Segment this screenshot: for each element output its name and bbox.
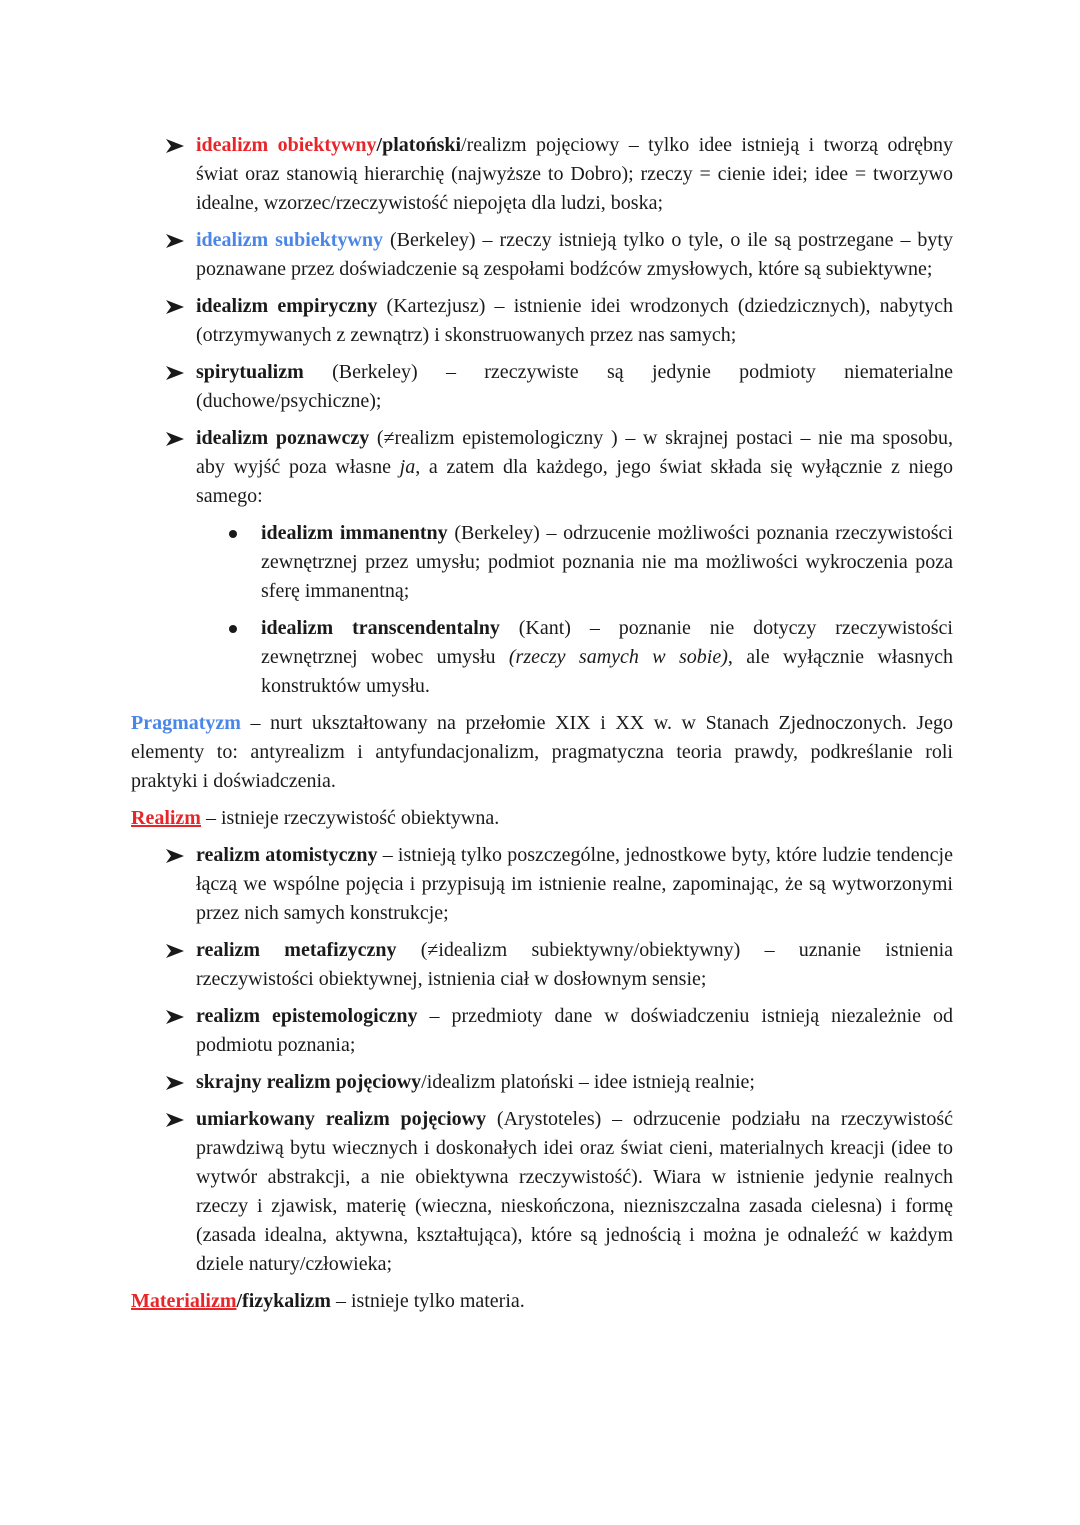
term: realizm epistemologiczny: [196, 1005, 418, 1027]
term: umiarkowany realizm pojęciowy: [196, 1108, 487, 1130]
arrow-bullet-icon: [165, 358, 185, 387]
term: realizm metafizyczny: [196, 939, 397, 961]
definition-italic: (rzeczy samych w sobie): [508, 646, 728, 668]
paragraph-realizm: [131, 804, 953, 833]
arrow-bullet-icon: [165, 292, 185, 321]
term: idealizm obiektywny: [196, 134, 377, 156]
list-item-idealizm-subiektywny: [131, 226, 953, 284]
list-item-idealizm-empiryczny: [131, 292, 953, 350]
sub-item-idealizm-transcendentalny: [131, 614, 953, 701]
term: idealizm empiryczny: [196, 295, 378, 317]
term: idealizm transcendentalny: [261, 617, 500, 639]
document-page: [131, 131, 953, 1324]
definition: (Berkeley) – odrzucenie możliwości poznania rzeczywistości zewnętrznej przez umysłu; podmiot poznania nie ma możliwości wykroczenia poza sferę immanentną;: [261, 522, 953, 602]
arrow-bullet-icon: [165, 1002, 185, 1031]
arrow-bullet-icon: [165, 226, 185, 255]
term: idealizm subiektywny: [196, 229, 383, 251]
arrow-bullet-icon: [165, 424, 185, 453]
definition-b: , a zatem dla każdego, jego świat składa się wyłącznie z niego samego:: [196, 456, 953, 507]
term-alt: /fizykalizm: [236, 1290, 331, 1312]
definition-a: (≠realizm epistemologiczny ) – w skrajnej postaci – nie ma sposobu, aby wyjść poza własne: [196, 427, 953, 478]
definition: – istnieje tylko materia.: [330, 1290, 525, 1312]
definition: – nurt ukształtowany na przełomie XIX i XX w. w Stanach Zjednoczonych. Jego elementy to: antyrealizm i antyfundacjonalizm, pragmatyczna teoria prawdy, podkreślanie roli praktyki i doświadczenia.: [131, 712, 953, 792]
list-item-realizm-epistemologiczny: [131, 1002, 953, 1060]
term: Pragmatyzm: [131, 712, 241, 734]
definition: – przedmioty dane w doświadczeniu istnieją niezależnie od podmiotu poznania;: [196, 1005, 953, 1056]
arrow-bullet-icon: [165, 841, 185, 870]
arrow-bullet-icon: [165, 131, 185, 160]
term: idealizm poznawczy: [196, 427, 370, 449]
term: Materializm: [131, 1290, 237, 1312]
definition: (Kartezjusz) – istnienie idei wrodzonych (dziedzicznych), nabytych (otrzymywanych z zewnątrz) i skonstruowanych przez nas samych;: [196, 295, 953, 346]
definition: /realizm pojęciowy – tylko idee istnieją i tworzą odrębny świat oraz stanowią hierarchię (najwyższe to Dobro); rzeczy = cienie idei; idee = tworzywo idealne, wzorzec/rzeczywistość niepojęta dla ludzi, boska;: [196, 134, 953, 214]
term: spirytualizm: [196, 361, 304, 383]
arrow-bullet-icon: [165, 1068, 185, 1097]
dot-bullet-icon: [229, 530, 237, 538]
list-item-spirytualizm: [131, 358, 953, 416]
paragraph-materializm: [131, 1287, 953, 1316]
definition-italic: ja: [399, 456, 416, 478]
arrow-bullet-icon: [165, 936, 185, 965]
definition: – istnieją tylko poszczególne, jednostkowe byty, które ludzie tendencje łączą we wspólne pojęcia i przypisują im istnienie realne, zapominając, że są wytworzonymi przez nich samych konstrukcje;: [196, 844, 953, 924]
definition: (Berkeley) – rzeczywiste są jedynie podmioty niematerialne (duchowe/psychiczne);: [196, 361, 953, 412]
list-item-idealizm-obiektywny: [131, 131, 953, 218]
definition: – istnieje rzeczywistość obiektywna.: [200, 807, 500, 829]
list-item-realizm-atomistyczny: [131, 841, 953, 928]
definition: (Arystoteles) – odrzucenie podziału na rzeczywistość prawdziwą bytu wiecznych i doskonałych idei oraz świat cieni, materialnych kreacji (idee to wytwór abstrakcji, a nie obiektywna rzeczywistość). Wiara w istnienie jedynie realnych rzeczy i zjawisk, materię (wieczna, nieskończona, niezniszczalna zasada cielesna) i formę (zasada idealna, aktywna, kształtująca), które są jednością i można je odnaleźć w każdym dziele natury/człowieka;: [196, 1108, 953, 1275]
definition-a: (Kant) – poznanie nie dotyczy rzeczywistości zewnętrznej wobec umysłu: [261, 617, 953, 668]
definition: /idealizm platoński – idee istnieją realnie;: [421, 1071, 755, 1093]
list-item-idealizm-poznawczy: [131, 424, 953, 511]
definition-b: , ale wyłącznie własnych konstruktów umysłu.: [261, 646, 953, 697]
term: realizm atomistyczny: [196, 844, 378, 866]
term: idealizm immanentny: [261, 522, 448, 544]
arrow-bullet-icon: [165, 1105, 185, 1134]
definition: (≠idealizm subiektywny/obiektywny) – uznanie istnienia rzeczywistości obiektywnej, istnienia ciał w dosłownym sensie;: [196, 939, 954, 990]
sub-item-idealizm-immanentny: [131, 519, 953, 606]
term-alt: /platoński: [376, 134, 462, 156]
dot-bullet-icon: [229, 625, 237, 633]
list-item-realizm-metafizyczny: [131, 936, 953, 994]
definition: (Berkeley) – rzeczy istnieją tylko o tyle, o ile są postrzegane – byty poznawane przez doświadczenie są zespołami bodźców zmysłowych, które są subiektywne;: [196, 229, 953, 280]
list-item-skrajny-realizm: [131, 1068, 953, 1097]
list-item-umiarkowany-realizm: [131, 1105, 953, 1279]
term: skrajny realizm pojęciowy: [196, 1071, 422, 1093]
term: Realizm: [131, 807, 201, 829]
paragraph-pragmatyzm: [131, 709, 953, 796]
